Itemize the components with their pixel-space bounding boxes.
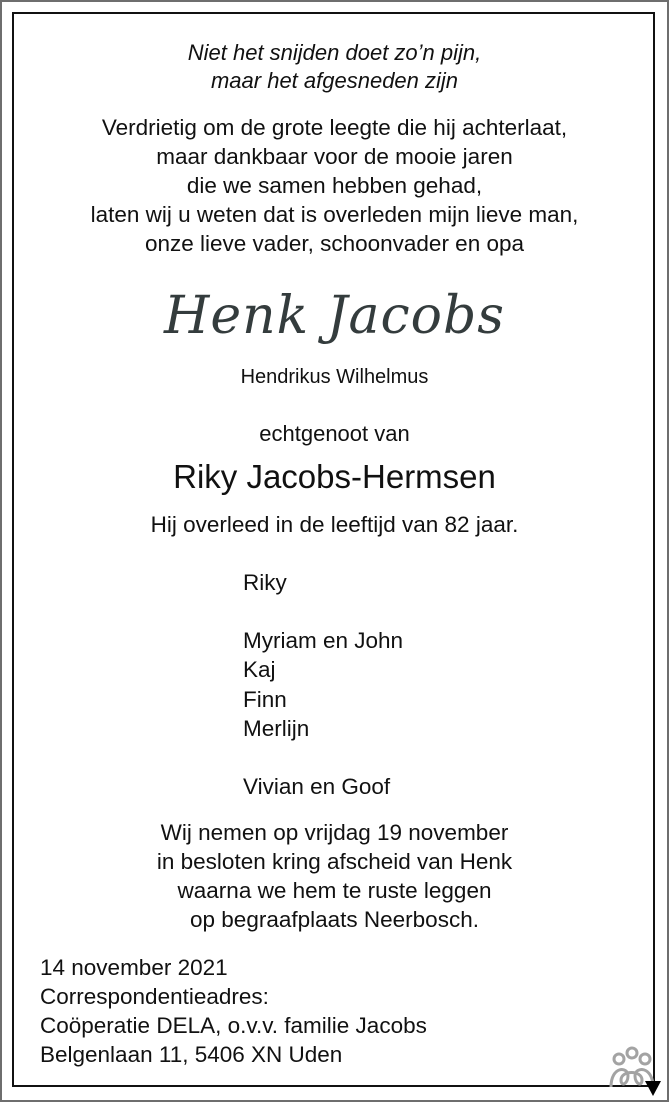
intro-line-2: maar dankbaar voor de mooie jaren [156, 144, 513, 169]
deceased-name: Henk Jacobs [164, 286, 505, 346]
announcement-date: 14 november 2021 [40, 955, 228, 980]
intro-line-3: die we samen hebben gehad, [186, 173, 483, 198]
farewell-line-2: in besloten kring afscheid van Henk [156, 849, 513, 874]
address-label: Correspondentieadres: [40, 984, 269, 1009]
intro-line-4: laten wij u weten dat is overleden mijn lieve man, [90, 202, 579, 227]
family-member: Riky [243, 570, 287, 595]
family-member: Myriam en John [243, 628, 404, 653]
farewell-line-3: waarna we hem te ruste leggen [177, 878, 492, 903]
farewell-line-1: Wij nemen op vrijdag 19 november [160, 820, 509, 845]
intro-line-1: Verdrietig om de grote leegte die hij achterlaat, [101, 115, 568, 140]
address-line-1: Coöperatie DELA, o.v.v. familie Jacobs [40, 1013, 427, 1038]
family-member: Vivian en Goof [243, 774, 391, 799]
deceased-given-names: Hendrikus Wilhelmus [240, 366, 429, 388]
family-member: Kaj [243, 657, 276, 682]
farewell-line-4: op begraafplaats Neerbosch. [190, 907, 479, 932]
spouse-name: Riky Jacobs-Hermsen [173, 458, 496, 495]
family-member: Finn [243, 687, 287, 712]
family-member: Merlijn [243, 716, 310, 741]
motto-line-1: Niet het snijden doet zo’n pijn, [187, 40, 482, 65]
age-line: Hij overleed in de leeftijd van 82 jaar. [150, 512, 519, 537]
address-line-2: Belgenlaan 11, 5406 XN Uden [40, 1042, 343, 1067]
motto-line-2: maar het afgesneden zijn [210, 68, 459, 93]
triangle-down-icon[interactable] [645, 1081, 661, 1096]
spouse-label: echtgenoot van [259, 421, 410, 446]
intro-line-5: onze lieve vader, schoonvader en opa [144, 231, 525, 256]
